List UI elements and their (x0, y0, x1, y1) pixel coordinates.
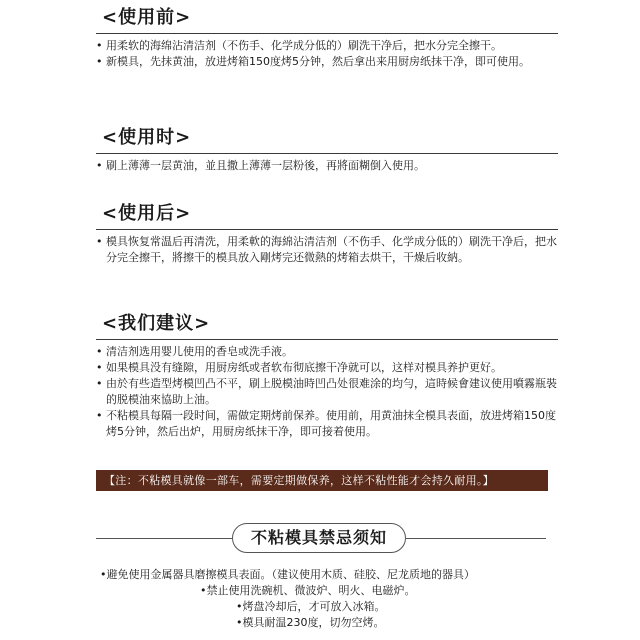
section-title: <我们建议> (102, 313, 211, 334)
section-divider (96, 229, 558, 230)
bullet-icon: • (96, 159, 103, 172)
list-item (96, 54, 558, 70)
list-item (236, 599, 386, 615)
item-list (96, 234, 558, 266)
list-item (96, 408, 558, 440)
item-text: 避免使用金属器具磨擦模具表面。（建议使用木质、硅胶、尼龙质地的器具） (106, 568, 475, 581)
section-divider (96, 33, 558, 34)
list-item (100, 567, 475, 583)
list-item (96, 38, 558, 54)
care-note-banner: 【注：不粘模具就像一部车，需要定期做保养，这样不粘性能才会持久耐用。】 (96, 470, 548, 491)
section-divider (96, 339, 558, 340)
bullet-icon: • (96, 377, 103, 390)
bullet-icon: • (96, 55, 103, 68)
section-after (96, 202, 558, 266)
item-list (96, 38, 558, 70)
bullet-icon: • (96, 409, 103, 422)
bullet-icon: • (96, 345, 103, 358)
bullet-icon: • (200, 584, 207, 597)
item-text: 禁止使用洗碗机、微波炉、明火、电磁炉。 (206, 584, 416, 597)
section-before (96, 6, 558, 70)
prohibitions-title: 不粘模具禁忌须知 (232, 523, 406, 553)
bullet-icon: • (96, 361, 103, 374)
bullet-icon: • (96, 235, 103, 248)
section-divider (96, 153, 558, 154)
list-item (96, 360, 558, 376)
list-item (96, 344, 558, 360)
bullet-icon: • (100, 568, 107, 581)
section-title: <使用时> (102, 127, 192, 148)
list-item (96, 376, 558, 408)
item-list (96, 344, 558, 440)
list-item (200, 583, 416, 599)
section-title: <使用前> (102, 7, 192, 28)
item-text: 用柔软的海绵沾清洁剂（不伤手、化学成分低的）刷洗干净后，把水分完全擦干。 (106, 39, 502, 52)
item-text: 烤盘冷却后，才可放入冰箱。 (242, 600, 386, 613)
banner-left-rule (96, 538, 232, 539)
list-item (96, 234, 558, 266)
item-text: 由於有些造型烤模凹凸不平，刷上脱模油時凹凸处很难涂的均勻，這時候會建议使用噴霧瓶裝的脱模油來協助上油。 (106, 377, 557, 406)
section-title: <使用后> (102, 203, 192, 224)
bullet-icon: • (96, 39, 103, 52)
item-list (96, 158, 558, 174)
section-advice (96, 312, 558, 440)
item-text: 模具恢复常温后再清洗，用柔軟的海綿沾清洁剂（不伤手、化学成分低的）刷洗干净后，把水分完全擦干，將擦干的模具放入剛烤完还微熱的烤箱去烘干，干燥后收納。 (106, 235, 557, 264)
list-item (96, 158, 558, 174)
banner-right-rule (406, 538, 546, 539)
item-text: 模具耐温230度，切勿空烤。 (242, 616, 385, 629)
bullet-icon: • (236, 600, 243, 613)
list-item (236, 615, 385, 631)
section-during (96, 126, 558, 174)
bullet-icon: • (236, 616, 243, 629)
item-text: 新模具，先抹黄油，放进烤箱150度烤5分钟，然后拿出来用厨房纸抹干净，即可使用。 (106, 55, 530, 68)
item-text: 清洁剂选用婴儿使用的香皂或洗手液。 (106, 345, 293, 358)
item-text: 不粘模具每隔一段时间，需做定期烤前保养。使用前，用黄油抹全模具表面，放进烤箱150度烤5分钟，然后出炉，用厨房纸抹干净，即可接着使用。 (106, 409, 556, 438)
item-text: 如果模具没有缝隙，用厨房纸或者软布彻底擦干净就可以，这样对模具养护更好。 (106, 361, 502, 374)
item-text: 刷上薄薄一层黄油，並且撒上薄薄一层粉後，再將面糊倒入使用。 (106, 159, 425, 172)
